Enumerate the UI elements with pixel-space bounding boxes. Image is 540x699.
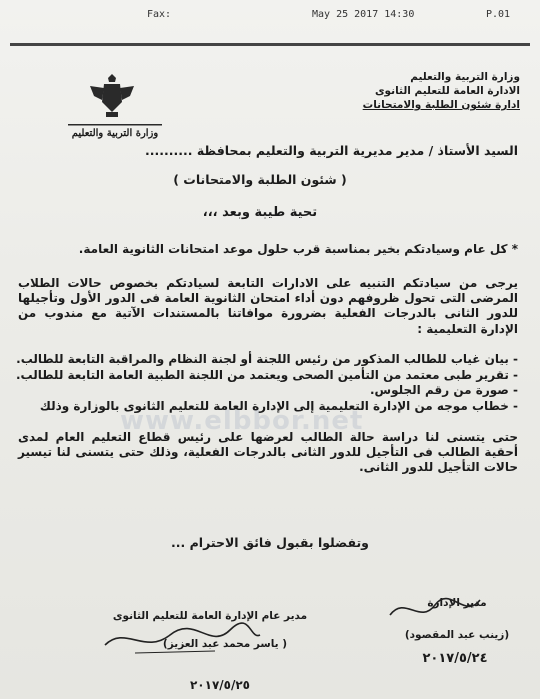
recipient-department: ( شئون الطلبة والامتحانات ) bbox=[173, 172, 347, 187]
right-signature-title: مدير الإدارة bbox=[427, 597, 487, 609]
right-handwritten-signature bbox=[380, 590, 490, 630]
greeting: تحية طيبة وبعد ،،، bbox=[202, 205, 318, 220]
fax-header bbox=[0, 9, 540, 23]
fax-divider bbox=[10, 43, 530, 46]
office-name: ادارة شئون الطلبة والامتحانات bbox=[362, 99, 520, 111]
list-item: - صورة من رقم الجلوس. bbox=[369, 383, 518, 397]
fax-label: Fax: bbox=[147, 9, 172, 20]
list-item: - خطاب موجه من الإدارة التعليمية إلى الإدارة العامة للتعليم الثانوى بالوزارة وذلك bbox=[39, 398, 518, 413]
left-signature-title: مدير عام الإدارة العامة للتعليم الثانوى bbox=[112, 610, 308, 622]
main-paragraph bbox=[18, 276, 518, 337]
fax-page-number: P.01 bbox=[486, 9, 511, 20]
left-handwritten-signature bbox=[95, 615, 265, 660]
list-item: - تقرير طبى معتمد من التأمين الصحى ويعتمد من اللجنة الطبية العامة التابعة للطالب. bbox=[15, 367, 518, 382]
letterhead bbox=[363, 70, 520, 112]
fax-date: May 25 2017 14:30 bbox=[312, 9, 415, 20]
closing-paragraph bbox=[18, 430, 518, 476]
intro-line: * كل عام وسيادتكم بخير بمناسبة قرب حلول موعد امتحانات الثانوية العامة. bbox=[78, 242, 518, 256]
left-signature-name: ( ياسر محمد عبد العزيز) bbox=[162, 638, 288, 650]
left-signature-date: ٢٠١٧/٥/٢٥ bbox=[189, 678, 251, 692]
list-item: - بيان غياب للطالب المذكور من رئيس اللجنة أو لجنة النظام والمراقبة التابعة للطالب. bbox=[16, 352, 518, 366]
emblem-caption: وزارة التربية والتعليم bbox=[71, 128, 159, 139]
ministry-emblem bbox=[60, 72, 170, 142]
request-paragraph: يرجى من سيادتكم التنبيه على الادارات التابعة لسيادتكم بخصوص حالات الطلاب المرضى التى تحول ظروفهم دون أداء امتحان الثانوية العامة فى الدور الأول وتأجيلها للدور الثانى بالدرجات الفعلية بضرورة موافاتنا بالمستندات الآتية مع مندوب من الإدارة التعليمية : bbox=[18, 276, 518, 336]
ministry-name: وزارة التربية والتعليم bbox=[410, 71, 520, 83]
site-watermark: www.elbbor.net bbox=[120, 406, 364, 436]
right-signature-date: ٢٠١٧/٥/٢٤ bbox=[422, 651, 488, 666]
right-signature-name: (زينب عبد المقصود) bbox=[404, 629, 510, 641]
department-name: الادارة العامة للتعليم الثانوى bbox=[374, 85, 520, 97]
recipient-line: السيد الأستاذ / مدير مديرية التربية والتعليم بمحافظة .......... bbox=[145, 143, 518, 158]
closing-text: حتى يتسنى لنا دراسة حالة الطالب لعرضها على رئيس قطاع التعليم العام لمدى أحقية الطالب فى التأجيل للدور الثانى بالدرجات الفعلية، وذلك حتى يتسنى لنا تيسير حالات التأجيل للدور الثانى. bbox=[18, 430, 518, 475]
documents-list bbox=[15, 352, 518, 414]
regards-line: وتفضلوا بقبول فائق الاحترام ... bbox=[171, 535, 369, 550]
